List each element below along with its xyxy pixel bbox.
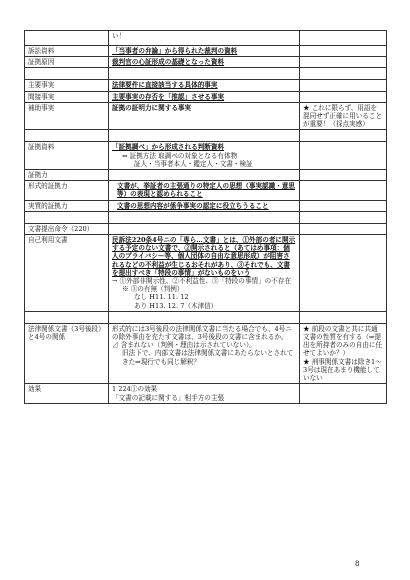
definition-paragraph: 形式的には3号後段の法律関係文書に当たる場合でも、4号ニの除外事由を充たす文書は、3号後段の文書に含まれるか。 [112,324,292,342]
table-row [25,31,387,46]
definition-line: → ①外部非開示性、②不利益性、③「特段の事情」の不存在 [112,277,292,286]
term-definition [109,323,300,383]
term-definition: 主要事実の存否を「推認」させる事実 [109,91,300,102]
definition-line: 証人・当事者本人・鑑定人・文書・検証 [134,159,253,168]
term-label: 補助事実 [25,102,109,130]
term-definition [109,235,300,312]
table-row [25,200,387,211]
definition-line: ⇔ 証拠方法 取調べの対象となる有体物 [122,151,238,160]
term-definition: 文書が、挙証者の主張通りの特定人の思想（事実認識・意思等）の表現と認められること [109,181,300,200]
spacer-row [25,311,387,323]
definition-line: なし H11. 11. 12 [134,293,189,302]
term-label: 証拠力 [25,170,109,181]
term-label: 効果 [25,384,109,403]
table-row [25,80,387,91]
term-label: 法律関係文書（3号後段）と4号の関係 [25,323,109,383]
spacer-row [25,211,387,223]
section-heading: 文書提出命令（220） [25,223,109,234]
definition-line: ※ ③の有無（判例） [122,285,184,294]
term-definition: 裁判官の心証形成の基礎となった資料 [109,57,300,68]
definition-paragraph: 民訴法220条4号ニの「専ら…文書」とは、①外部の者に開示する予定のない文書で、②開示されると（あてはめ事項：個人のプライバシー等、個人団体の自由な意思形成）が阻害されるなどの不利益が生じるおそれがあり、③それでも、文書を提出すべき「特段の事情」がないものをいう [112,236,296,277]
spacer-row [25,130,387,142]
term-definition: 証拠の証明力に関する事実 [109,102,300,130]
cell-text: い！ [109,31,300,46]
note-paragraph: ★ 前段の文書と共に共通文書の性質を有する（⇒提出を所持者のみの自由に任せてよいか？） [303,324,383,358]
table-row [25,142,387,170]
table-row [25,223,387,234]
table-row [25,57,387,68]
table-row [25,235,387,312]
table-row [25,46,387,57]
table-row [25,91,387,102]
definition-line: 1 224①の効果 [112,385,158,394]
term-label: 間接事実 [25,91,109,102]
table-row [25,170,387,181]
definition-line: 「文書の記載に関する」相手方の主張 [112,393,225,402]
term-label: 証拠原因 [25,57,109,68]
note-cell: ★ これに限らず、用語を混同せず正確に用いることが重要！（採点実感） [300,102,387,130]
term-label: 訴訟資料 [25,46,109,57]
note-paragraph: ★ 刑事関係文書は除き1〜3号は現在あまり機能していない [303,357,382,383]
term-definition: 「当事者の弁論」から得られた裁判の資料 [109,46,300,57]
table-row [25,102,387,130]
definition-line: あり H13. 12. 7（木津信） [134,301,218,310]
page-number: 8 [355,560,360,568]
spacer-row [25,68,387,80]
definition-paragraph: 旧法下で、内部文書は法律関係文書にあたらないとされてきた⇒現行でも同じ解釈？ [122,349,294,366]
term-definition [109,142,300,170]
term-label: 主要事実 [25,80,109,91]
table-row [25,181,387,200]
note-cell [300,323,387,383]
term-definition: 法律要件に直接該当する具体的事実 [109,80,300,91]
term-label: 実質的証拠力 [25,200,109,211]
term-definition: 文書の思想内容が係争事実の認定に役立ちうること [109,200,300,211]
term-label: 形式的証拠力 [25,181,109,200]
definition-paragraph: ⊿ 含まれない（判例・理由は示されていない）。 [112,341,256,350]
term-label: 証拠資料 [25,142,109,170]
table-row [25,323,387,383]
term-label: 自己利用文書 [25,235,109,312]
term-definition [109,384,300,403]
terms-table [24,30,387,404]
definition-line: 「証拠調べ」から形成される判断資料 [112,143,225,152]
table-row [25,384,387,403]
